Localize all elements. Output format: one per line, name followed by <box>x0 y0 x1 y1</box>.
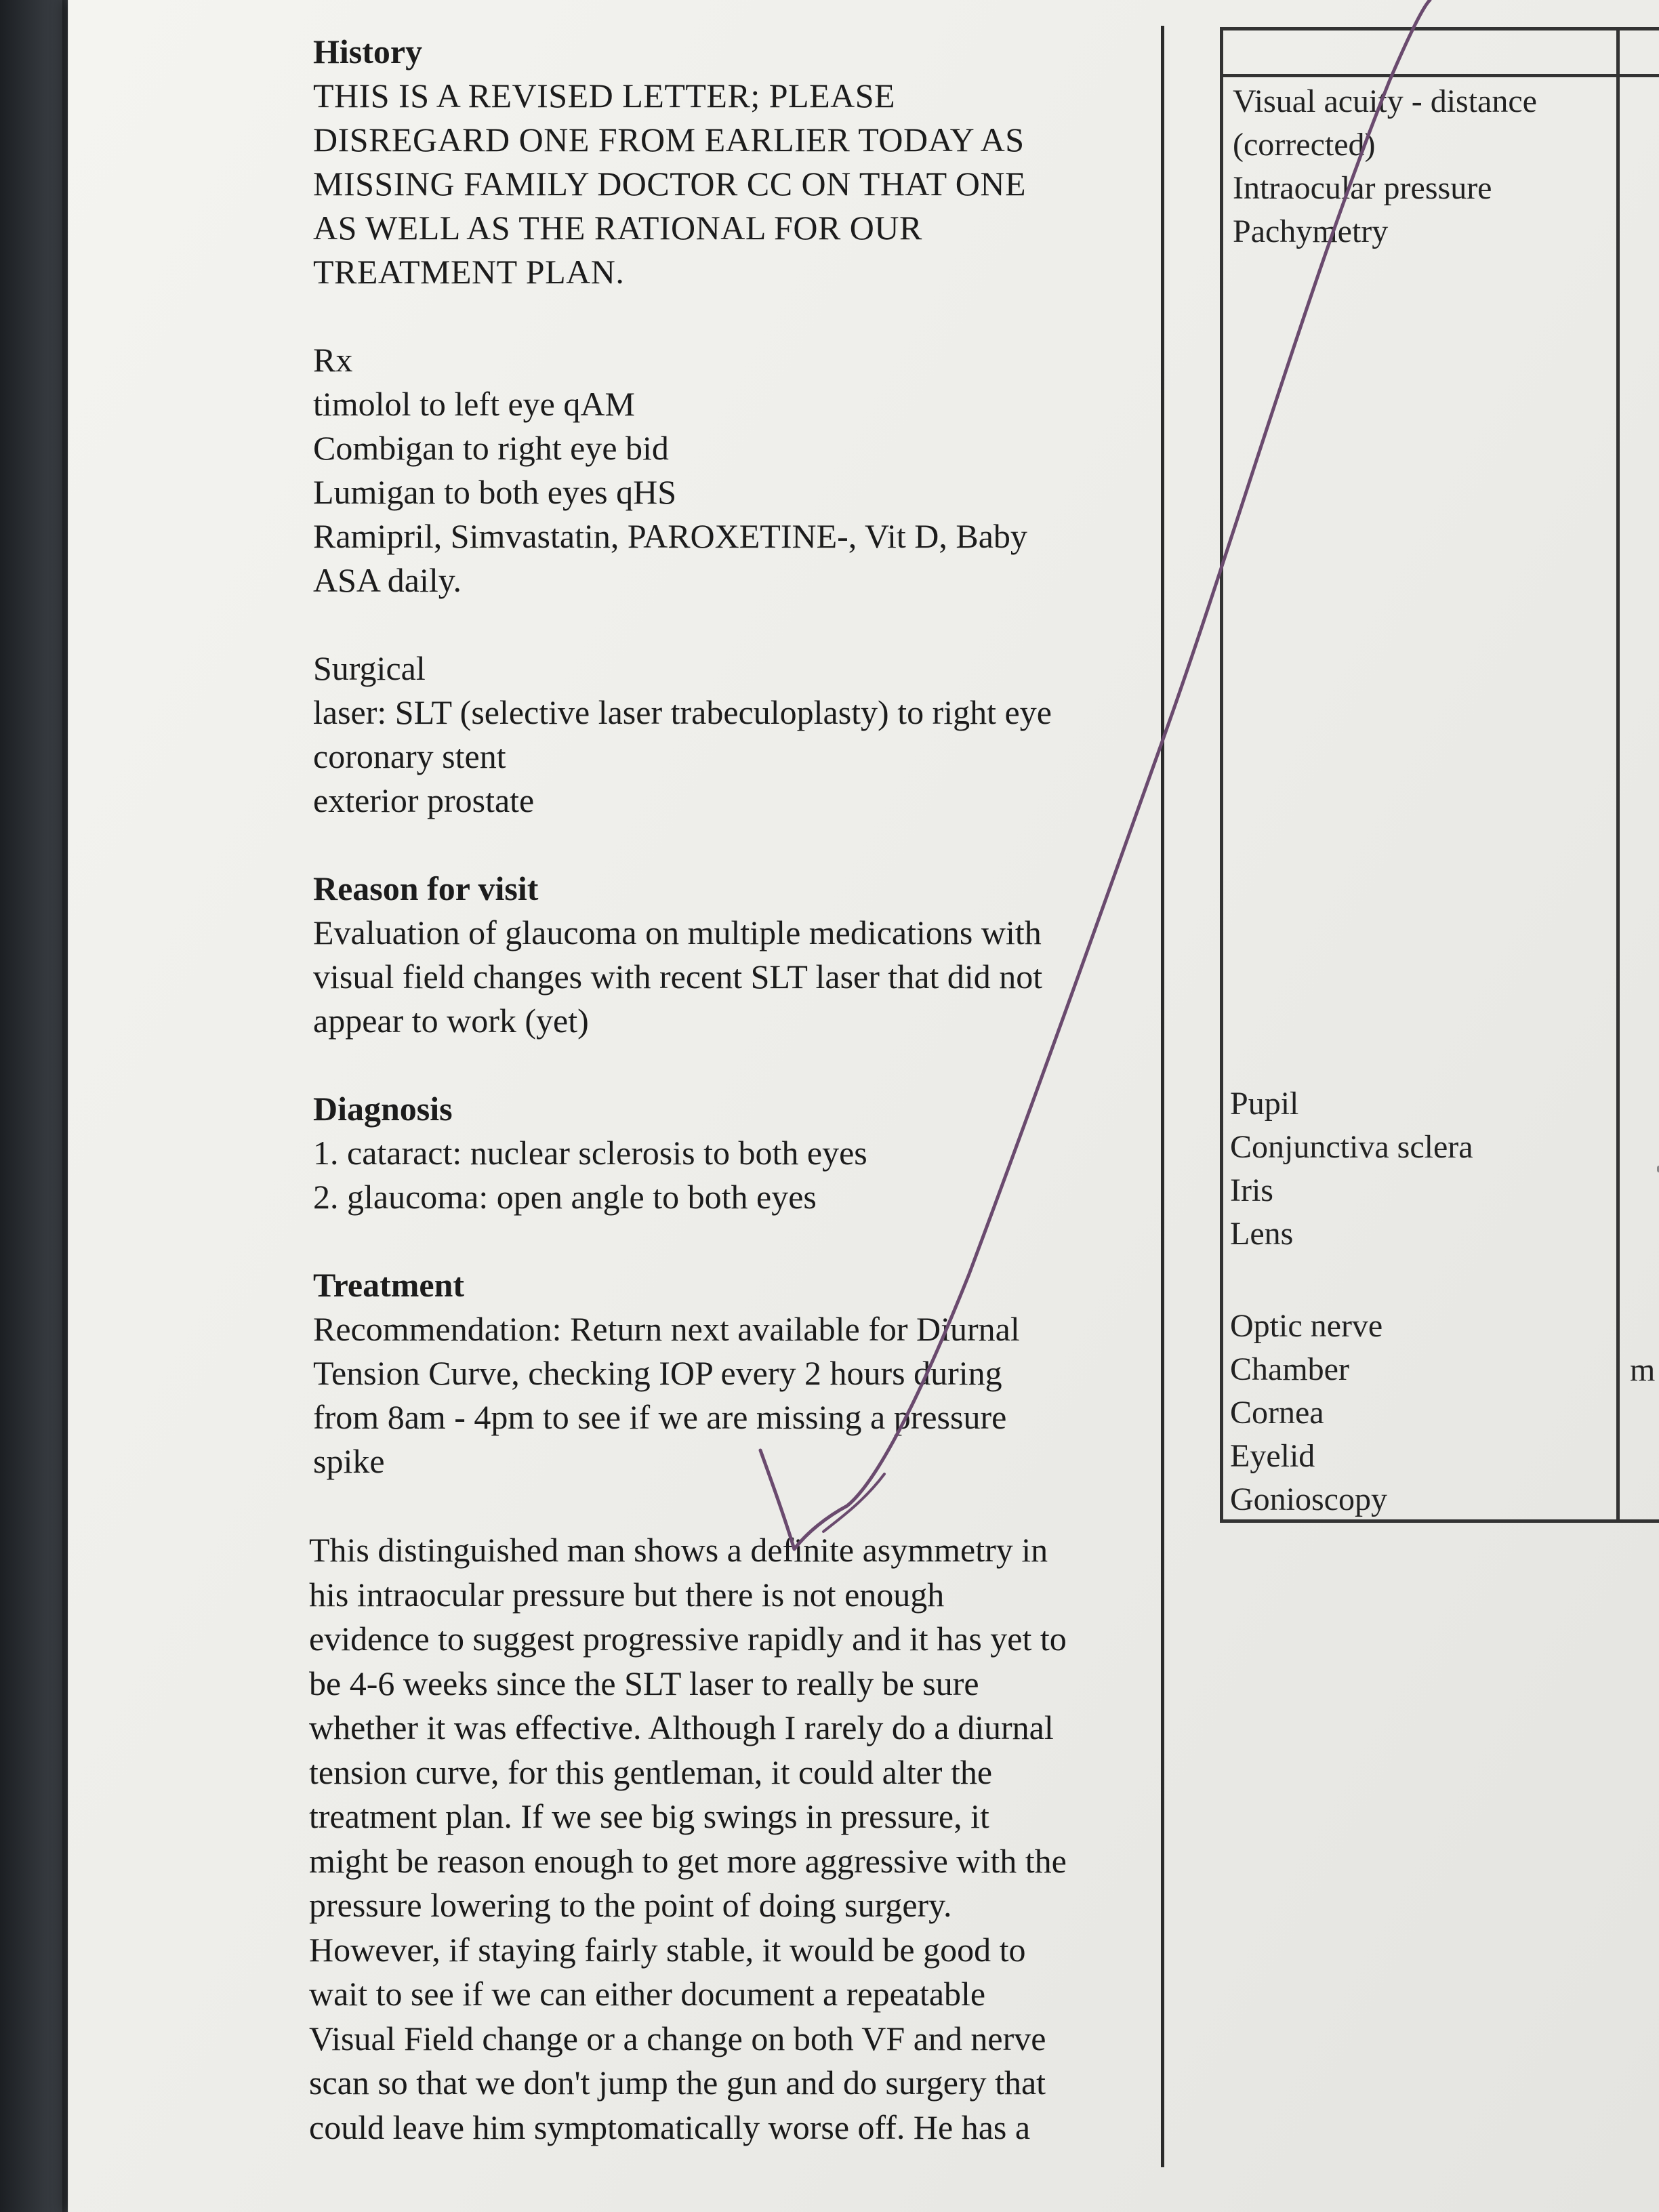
exam-row-label: Pachymetry <box>1233 213 1389 249</box>
reason-line: visual field changes with recent SLT laser that did not <box>313 958 1043 996</box>
history-line: AS WELL AS THE RATIONAL FOR OUR <box>313 209 922 247</box>
exam-row-label: Cornea <box>1230 1395 1324 1431</box>
history-line: MISSING FAMILY DOCTOR CC ON THAT ONE <box>313 165 1026 203</box>
rx-line: Lumigan to both eyes qHS <box>313 473 677 511</box>
exam-row-label: Chamber <box>1230 1351 1349 1387</box>
exam-row-label: Optic nerve <box>1230 1308 1383 1344</box>
rx-section <box>313 338 1160 602</box>
narrative-line: However, if staying fairly stable, it would be good to <box>309 1930 1026 1969</box>
diagnosis-heading: Diagnosis <box>313 1090 453 1128</box>
narrative-line: Visual Field change or a change on both VF and nerve <box>309 2019 1046 2057</box>
history-line: DISREGARD ONE FROM EARLIER TODAY AS <box>313 121 1025 159</box>
letter-left-column <box>313 30 1160 1528</box>
diagnosis-section <box>313 1087 1160 1219</box>
surgical-section <box>313 647 1160 823</box>
rx-line: Ramipril, Simvastatin, PAROXETINE-, Vit D, Baby <box>313 517 1027 555</box>
exam-findings-table <box>1220 27 1659 1523</box>
narrative-line: whether it was effective. Although I rarely do a diurnal <box>309 1708 1054 1746</box>
narrative-line: pressure lowering to the point of doing surgery. <box>309 1886 952 1924</box>
narrative-line: be 4-6 weeks since the SLT laser to really be sure <box>309 1664 979 1702</box>
surgical-heading: Surgical <box>313 649 426 687</box>
column-divider-rule <box>1161 26 1164 2167</box>
treatment-section <box>313 1263 1160 1483</box>
treatment-line: from 8am - 4pm to see if we are missing a pressure <box>313 1398 1007 1436</box>
history-line: TREATMENT PLAN. <box>313 253 625 291</box>
exam-row-label: Intraocular pressure <box>1233 170 1492 206</box>
exam-row-label: Pupil <box>1230 1086 1299 1122</box>
truncated-value-text: m <box>1630 1352 1656 1388</box>
surgical-line: laser: SLT (selective laser trabeculoplasty) to right eye <box>313 693 1052 731</box>
exam-row-label: Gonioscopy <box>1230 1481 1387 1517</box>
table-column-divider <box>1616 30 1620 1519</box>
rx-line: ASA daily. <box>313 561 462 599</box>
diagnosis-line: 1. cataract: nuclear sclerosis to both eyes <box>313 1134 867 1172</box>
exam-row-label: Conjunctiva sclera <box>1230 1129 1473 1165</box>
narrative-line: might be reason enough to get more aggressive with the <box>309 1841 1067 1880</box>
treatment-line: spike <box>313 1442 385 1480</box>
reason-line: Evaluation of glaucoma on multiple medications with <box>313 914 1042 951</box>
reason-line: appear to work (yet) <box>313 1002 589 1040</box>
treatment-line: Tension Curve, checking IOP every 2 hours during <box>313 1354 1002 1392</box>
exam-row-label: Iris <box>1230 1172 1273 1208</box>
narrative-line: evidence to suggest progressive rapidly and it has yet to <box>309 1620 1067 1658</box>
exam-row-label: Visual acuity - distance <box>1233 83 1537 119</box>
rx-line: Combigan to right eye bid <box>313 429 669 467</box>
reason-section <box>313 867 1160 1043</box>
rx-heading: Rx <box>313 341 353 379</box>
narrative-line: wait to see if we can either document a repeatable <box>309 1975 986 2013</box>
reason-heading: Reason for visit <box>313 869 539 907</box>
narrative-line: tension curve, for this gentleman, it could alter the <box>309 1753 993 1791</box>
history-line: THIS IS A REVISED LETTER; PLEASE <box>313 77 896 115</box>
narrative-line: scan so that we don't jump the gun and do surgery that <box>309 2064 1046 2102</box>
narrative-line: This distinguished man shows a definite asymmetry in <box>309 1531 1048 1569</box>
surgical-line: coronary stent <box>313 737 506 775</box>
diagnosis-line: 2. glaucoma: open angle to both eyes <box>313 1178 817 1216</box>
rx-line: timolol to left eye qAM <box>313 385 635 423</box>
exam-row-label: (corrected) <box>1233 127 1376 163</box>
exam-rows-middle <box>1230 1082 1473 1256</box>
narrative-line: his intraocular pressure but there is not enough <box>309 1575 945 1614</box>
history-heading: History <box>313 33 423 70</box>
narrative-line: treatment plan. If we see big swings in pressure, it <box>309 1797 989 1835</box>
treatment-line: Recommendation: Return next available for Diurnal <box>313 1310 1020 1348</box>
exam-row-label: Eyelid <box>1230 1438 1315 1474</box>
treatment-heading: Treatment <box>313 1266 465 1304</box>
exam-row-label: Lens <box>1230 1216 1294 1252</box>
table-header-row <box>1223 30 1659 77</box>
exam-rows-top <box>1233 80 1537 253</box>
surgical-line: exterior prostate <box>313 781 535 819</box>
history-section <box>313 30 1160 294</box>
narrative-paragraph <box>309 1528 1163 2150</box>
exam-rows-bottom <box>1230 1305 1387 1521</box>
narrative-line: could leave him symptomatically worse off. He has a <box>309 2108 1031 2146</box>
paper-edge-shadow <box>62 0 69 2212</box>
